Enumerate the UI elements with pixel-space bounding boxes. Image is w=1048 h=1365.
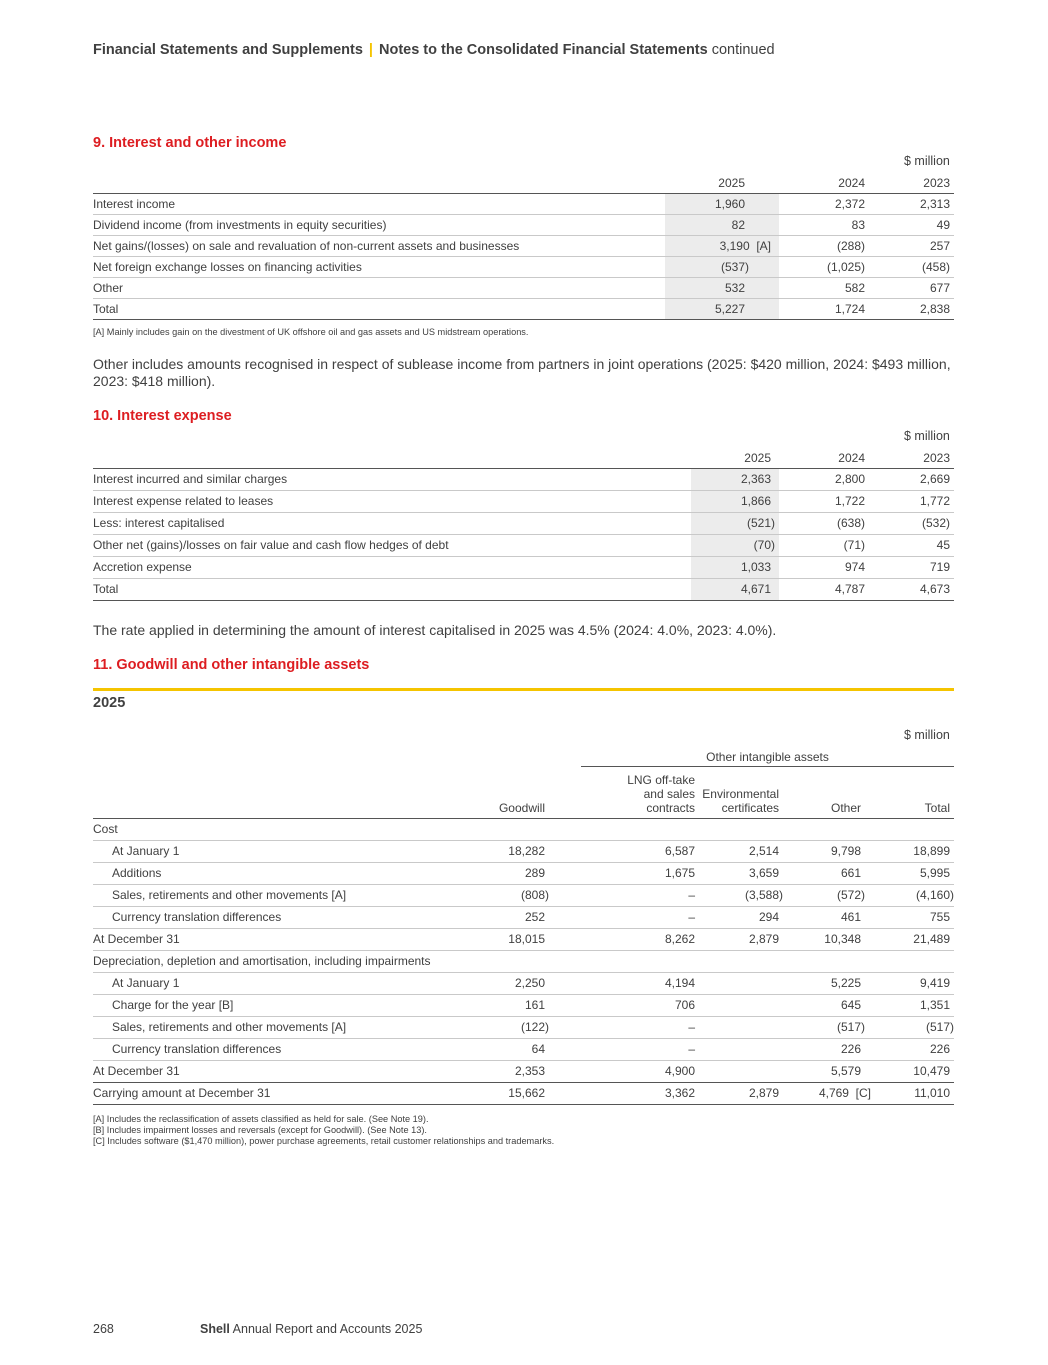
row-label: Interest incurred and similar charges	[93, 468, 691, 490]
cell-other: 226	[783, 1038, 871, 1060]
note9-unit: $ million	[904, 154, 950, 168]
table-row	[93, 534, 954, 556]
cell-total: (4,160)	[871, 884, 954, 906]
col-goodwill: Goodwill	[463, 766, 581, 818]
footnote-c: [C] Includes software ($1,470 million), power purchase agreements, retail customer relationships and trademarks.	[93, 1136, 555, 1146]
cell-2025	[665, 235, 779, 256]
note10-title: 10. Interest expense	[93, 408, 232, 424]
total-row	[93, 578, 954, 600]
table-row	[93, 556, 954, 578]
cell-goodwill: (122)	[463, 1016, 581, 1038]
cell-other: 5,225	[783, 972, 871, 994]
cell-2023: (458)	[869, 256, 954, 277]
cell-2025: 532	[665, 277, 779, 298]
row-label: At January 1	[93, 972, 463, 994]
col-lng-line1: LNG off-take	[627, 772, 695, 787]
cell-env: 2,879	[695, 1082, 783, 1104]
cell-other-value: 4,769	[818, 1086, 849, 1100]
goodwill-table	[93, 748, 954, 1105]
cell-lng: 4,194	[581, 972, 695, 994]
cell-total: 226	[871, 1038, 954, 1060]
cell-2025: 1,866	[691, 490, 779, 512]
header-subsection: Notes to the Consolidated Financial Statements	[378, 42, 708, 58]
table-row	[93, 906, 954, 928]
cell-env	[695, 972, 783, 994]
note9-footnote: [A] Mainly includes gain on the divestment of UK offshore oil and gas assets and US midstream operations.	[93, 327, 529, 337]
col-total: Total	[871, 766, 954, 818]
note9-paragraph: Other includes amounts recognised in respect of sublease income from partners in joint operations (2025: $420 million, 2024: $493 million, 2023: $418 million).	[93, 356, 951, 389]
page-header	[93, 42, 775, 58]
row-label: Other	[93, 277, 665, 298]
footnote-ref-c: [C]	[855, 1086, 871, 1100]
cell-2025: 5,227	[665, 298, 779, 319]
header-section: Financial Statements and Supplements	[93, 42, 363, 58]
cell-goodwill: 2,250	[463, 972, 581, 994]
cell-total: 10,479	[871, 1060, 954, 1082]
table-row	[93, 862, 954, 884]
cell-lng: 1,675	[581, 862, 695, 884]
table-row	[93, 994, 954, 1016]
note11-footnotes	[93, 1114, 554, 1147]
cell-2024: (288)	[779, 235, 869, 256]
note9-table	[93, 172, 954, 320]
cell-2024: 974	[779, 556, 869, 578]
col-lng-line3: contracts	[646, 800, 695, 815]
cell-other: (572)	[783, 884, 871, 906]
cell-2023: (532)	[869, 512, 954, 534]
row-label: Sales, retirements and other movements [A]	[93, 1016, 463, 1038]
cell-lng: 6,587	[581, 840, 695, 862]
cell-other	[783, 1082, 871, 1104]
row-label: Carrying amount at December 31	[93, 1082, 463, 1104]
cell-env: 3,659	[695, 862, 783, 884]
cell-lng: 8,262	[581, 928, 695, 950]
cell-2023: 45	[869, 534, 954, 556]
row-label: Currency translation differences	[93, 906, 463, 928]
cell-other: 10,348	[783, 928, 871, 950]
cell-2024: (1,025)	[779, 256, 869, 277]
cell-2024: 1,724	[779, 298, 869, 319]
cell-total: 1,351	[871, 994, 954, 1016]
cell-total: 9,419	[871, 972, 954, 994]
row-label: Additions	[93, 862, 463, 884]
cell-2024: 4,787	[779, 578, 869, 600]
table-row	[93, 818, 954, 840]
row-label: Net gains/(losses) on sale and revaluation of non-current assets and businesses	[93, 235, 665, 256]
cell-other: 645	[783, 994, 871, 1016]
note9-title: 9. Interest and other income	[93, 135, 287, 151]
footer-brand	[200, 1322, 422, 1336]
cell-env: 2,879	[695, 928, 783, 950]
table-row	[93, 235, 954, 256]
note9-year-2025: 2025	[665, 172, 779, 193]
cell-lng: 706	[581, 994, 695, 1016]
note9-year-2023: 2023	[869, 172, 954, 193]
cell-2025: 1,033	[691, 556, 779, 578]
cell-lng: –	[581, 906, 695, 928]
cell-goodwill: 161	[463, 994, 581, 1016]
table-row	[93, 214, 954, 235]
col-lng-line2: and sales	[643, 786, 695, 801]
cell-lng: –	[581, 1016, 695, 1038]
cell-2023: 2,669	[869, 468, 954, 490]
cell-2023: 49	[869, 214, 954, 235]
row-label: Currency translation differences	[93, 1038, 463, 1060]
carrying-row	[93, 1082, 954, 1104]
table-row	[93, 277, 954, 298]
cell-env	[695, 994, 783, 1016]
cell-env: (3,588)	[695, 884, 783, 906]
cell-2023: 677	[869, 277, 954, 298]
col-env-line1: Environmental	[702, 786, 779, 801]
row-label: Charge for the year [B]	[93, 994, 463, 1016]
row-label: Other net (gains)/losses on fair value and cash flow hedges of debt	[93, 534, 691, 556]
dda-label: Depreciation, depletion and amortisation, including impairments	[93, 950, 954, 972]
cell-2025: (70)	[691, 534, 779, 556]
row-label: Sales, retirements and other movements [A]	[93, 884, 463, 906]
cell-goodwill: 18,015	[463, 928, 581, 950]
doc-title: Annual Report and Accounts 2025	[232, 1322, 423, 1336]
note11-title: 11. Goodwill and other intangible assets	[93, 657, 370, 673]
cell-2024: (71)	[779, 534, 869, 556]
note10-year-2024: 2024	[779, 446, 869, 468]
cell-env	[695, 1060, 783, 1082]
cell-2024: 1,722	[779, 490, 869, 512]
total-row	[93, 298, 954, 319]
note10-unit: $ million	[904, 429, 950, 443]
note10-year-2023: 2023	[869, 446, 954, 468]
note11-unit: $ million	[904, 728, 950, 742]
cell-goodwill: 2,353	[463, 1060, 581, 1082]
cell-other: 5,579	[783, 1060, 871, 1082]
footnote-a: [A] Includes the reclassification of assets classified as held for sale. (See Note 19).	[93, 1114, 429, 1124]
section-divider	[93, 688, 954, 691]
footnote-ref-a: [A]	[756, 238, 771, 253]
table-row	[93, 972, 954, 994]
cell-2025: 1,960	[665, 193, 779, 214]
col-env-line2: certificates	[721, 800, 779, 815]
cell-2025: 2,363	[691, 468, 779, 490]
table-row	[93, 512, 954, 534]
note10-year-2025: 2025	[691, 446, 779, 468]
row-label: Total	[93, 578, 691, 600]
footnote-b: [B] Includes impairment losses and reversals (except for Goodwill). (See Note 13).	[93, 1125, 427, 1135]
cell-goodwill: 18,282	[463, 840, 581, 862]
cell-lng: –	[581, 884, 695, 906]
cell-2025: 82	[665, 214, 779, 235]
table-row	[93, 1038, 954, 1060]
table-row	[93, 840, 954, 862]
row-label: At January 1	[93, 840, 463, 862]
cell-total: 11,010	[871, 1082, 954, 1104]
table-row	[93, 1016, 954, 1038]
row-label: Dividend income (from investments in equity securities)	[93, 214, 665, 235]
col-env	[695, 766, 783, 818]
cell-goodwill: (808)	[463, 884, 581, 906]
cell-other: 661	[783, 862, 871, 884]
row-label: Net foreign exchange losses on financing activities	[93, 256, 665, 277]
page-footer	[93, 1322, 423, 1336]
table-row	[93, 490, 954, 512]
cell-2024: 2,372	[779, 193, 869, 214]
row-label: Accretion expense	[93, 556, 691, 578]
cell-2024: (638)	[779, 512, 869, 534]
cell-lng: –	[581, 1038, 695, 1060]
cell-2025: (537)	[665, 256, 779, 277]
cell-total: 755	[871, 906, 954, 928]
col-lng	[581, 766, 695, 818]
row-label: At December 31	[93, 928, 463, 950]
row-label: At December 31	[93, 1060, 463, 1082]
row-label: Interest expense related to leases	[93, 490, 691, 512]
cell-2023: 257	[869, 235, 954, 256]
cell-other: 9,798	[783, 840, 871, 862]
cell-2024: 582	[779, 277, 869, 298]
cell-2023: 2,838	[869, 298, 954, 319]
brand-name: Shell	[200, 1322, 230, 1336]
col-other: Other	[783, 766, 871, 818]
cell-env	[695, 1016, 783, 1038]
table-row	[93, 256, 954, 277]
header-separator: |	[368, 42, 373, 58]
table-row	[93, 468, 954, 490]
cell-2025: (521)	[691, 512, 779, 534]
page-number: 268	[93, 1322, 114, 1336]
cell-env	[695, 1038, 783, 1060]
table-row	[93, 193, 954, 214]
cost-label: Cost	[93, 818, 954, 840]
cell-lng: 4,900	[581, 1060, 695, 1082]
cell-goodwill: 289	[463, 862, 581, 884]
cell-total: 5,995	[871, 862, 954, 884]
table-row	[93, 884, 954, 906]
subtotal-row	[93, 1060, 954, 1082]
cell-2023: 1,772	[869, 490, 954, 512]
cell-2023: 2,313	[869, 193, 954, 214]
cell-other: 461	[783, 906, 871, 928]
note10-paragraph: The rate applied in determining the amount of interest capitalised in 2025 was 4.5% (2024: 4.0%, 2023: 4.0%).	[93, 622, 777, 638]
row-label: Total	[93, 298, 665, 319]
cell-2025: 4,671	[691, 578, 779, 600]
cell-env: 294	[695, 906, 783, 928]
cell-total: 21,489	[871, 928, 954, 950]
cell-2023: 4,673	[869, 578, 954, 600]
group-header: Other intangible assets	[581, 748, 954, 766]
cell-goodwill: 64	[463, 1038, 581, 1060]
note9-year-2024: 2024	[779, 172, 869, 193]
cell-2024: 2,800	[779, 468, 869, 490]
cell-env: 2,514	[695, 840, 783, 862]
cell-total: (517)	[871, 1016, 954, 1038]
cell-lng: 3,362	[581, 1082, 695, 1104]
note10-table	[93, 446, 954, 601]
note11-year: 2025	[93, 695, 126, 711]
cell-2025-value: 3,190	[719, 238, 750, 253]
row-label: Interest income	[93, 193, 665, 214]
cell-2024: 83	[779, 214, 869, 235]
header-continued: continued	[711, 42, 775, 58]
cell-goodwill: 15,662	[463, 1082, 581, 1104]
cell-goodwill: 252	[463, 906, 581, 928]
cell-total: 18,899	[871, 840, 954, 862]
cell-2023: 719	[869, 556, 954, 578]
subtotal-row	[93, 928, 954, 950]
cell-other: (517)	[783, 1016, 871, 1038]
row-label: Less: interest capitalised	[93, 512, 691, 534]
table-row	[93, 950, 954, 972]
